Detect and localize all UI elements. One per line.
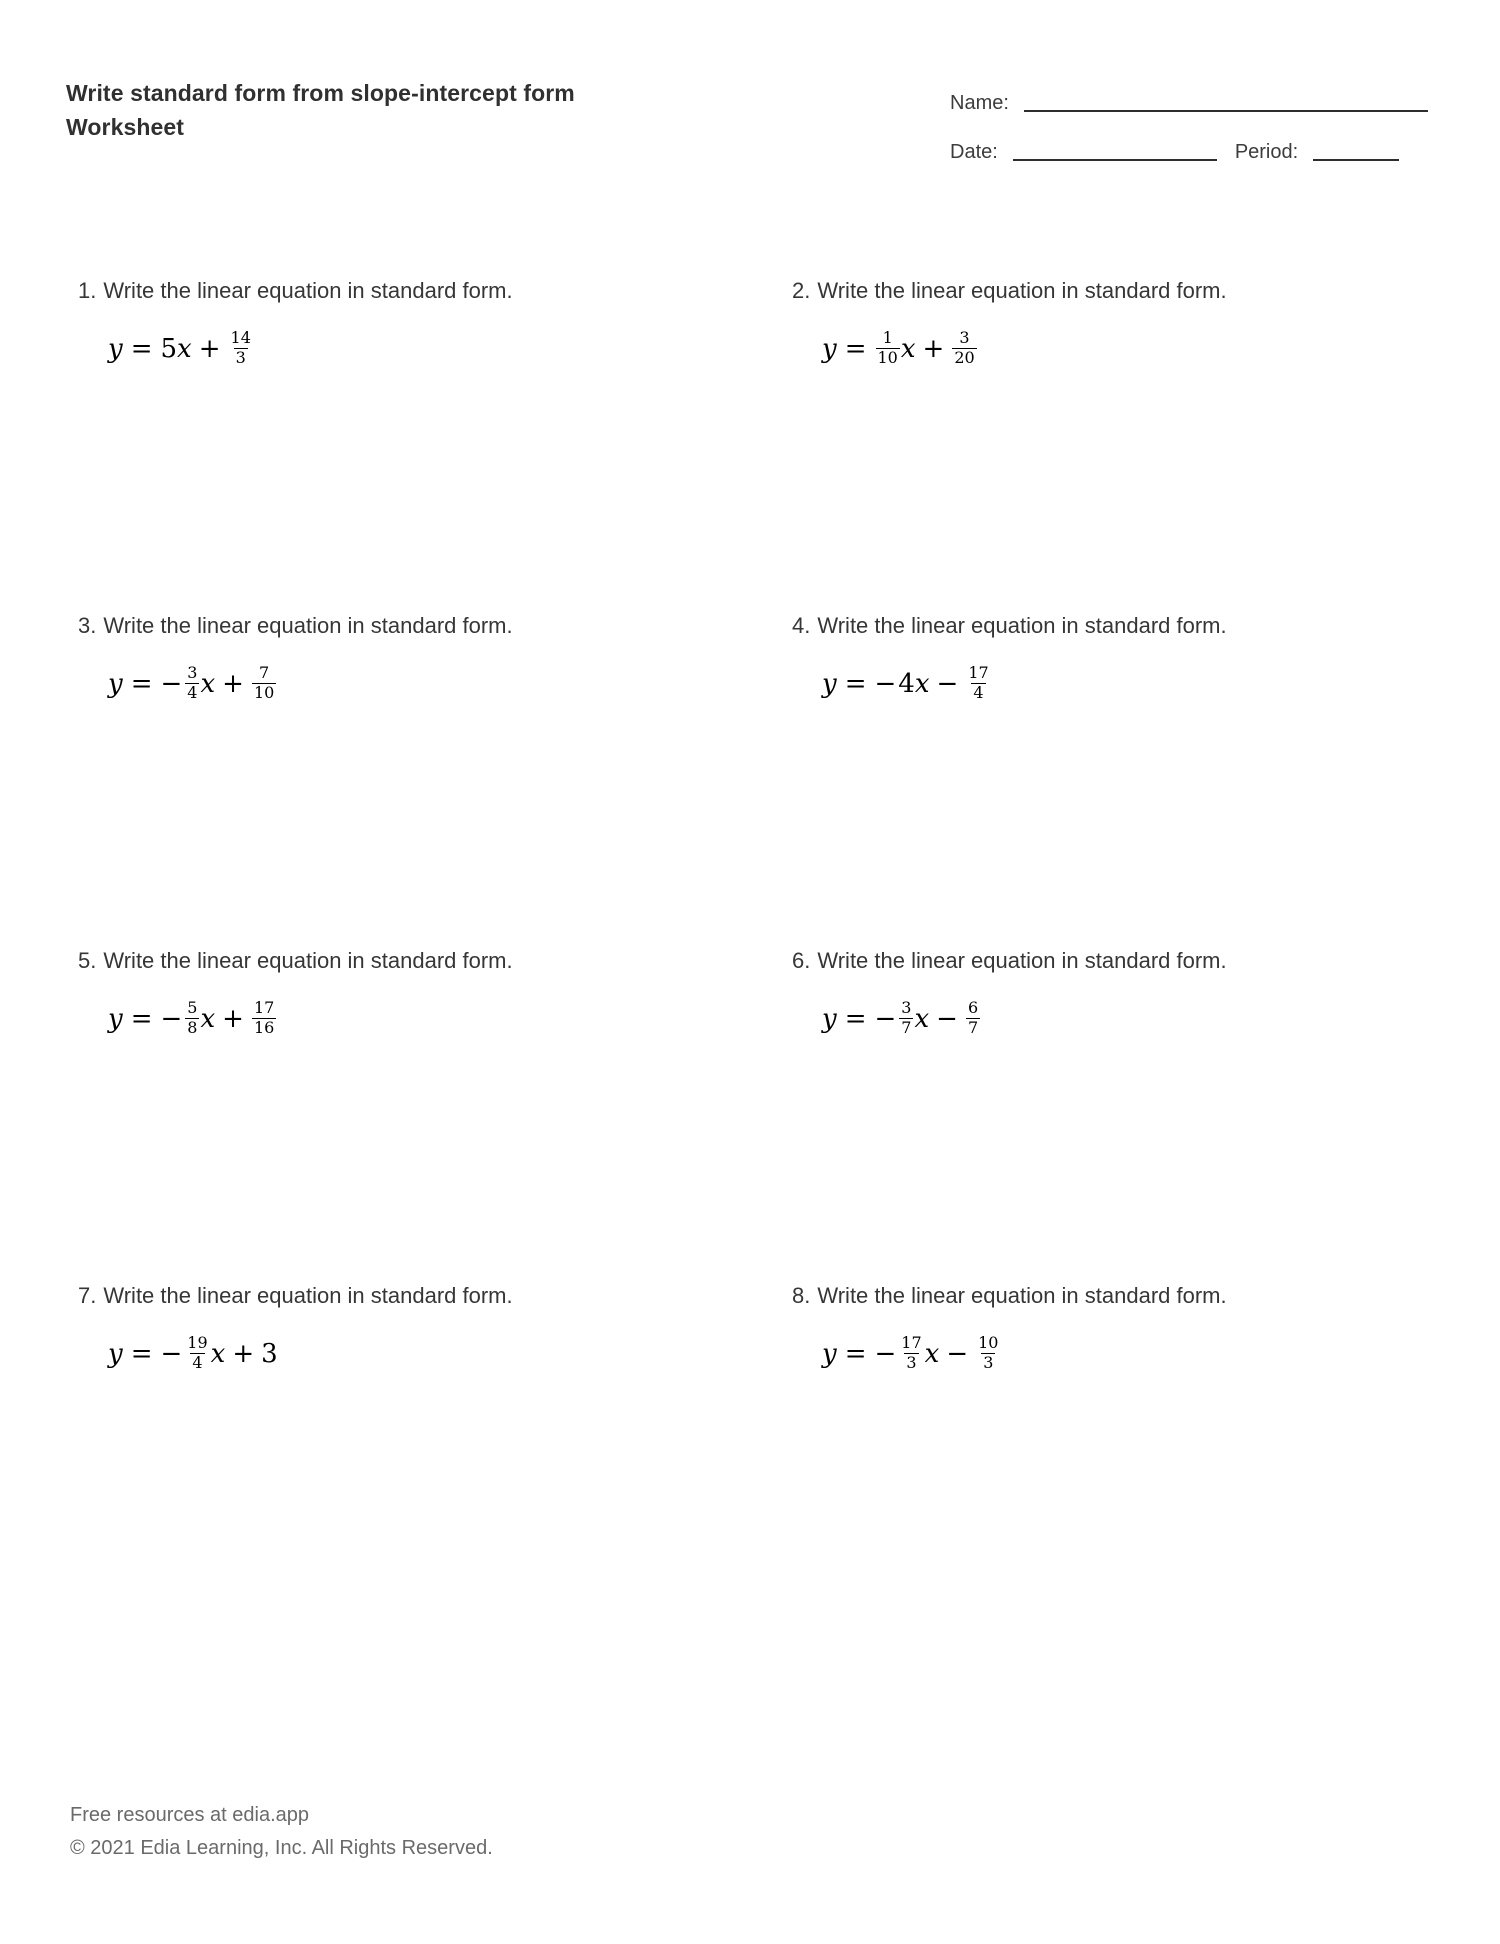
math-operator: + xyxy=(922,334,945,364)
fraction-denominator: 16 xyxy=(253,1017,275,1037)
fraction-numerator: 17 xyxy=(901,1333,922,1353)
fraction-numerator: 17 xyxy=(253,998,275,1018)
problem-number: 7. xyxy=(78,1283,97,1308)
math-variable: x xyxy=(900,334,916,364)
student-info-fields xyxy=(950,76,1428,188)
problem-equation xyxy=(108,326,720,372)
problem-number: 2. xyxy=(792,278,811,303)
math-equals-sign: = xyxy=(844,669,867,699)
problem-equation xyxy=(822,1331,1434,1377)
footer-copyright-text: © 2021 Edia Learning, Inc. All Rights Reserved. xyxy=(70,1837,493,1859)
problem-number: 3. xyxy=(78,613,97,638)
problem-item xyxy=(66,276,720,611)
fraction-denominator: 4 xyxy=(973,682,984,702)
problem-equation xyxy=(822,996,1434,1042)
fraction-numerator: 1 xyxy=(882,328,893,348)
math-variable: y xyxy=(108,1339,123,1369)
problem-prompt-line xyxy=(792,611,1434,641)
math-equals-sign: = xyxy=(844,1339,867,1369)
problem-item xyxy=(780,611,1434,946)
problem-prompt: Write the linear equation in standard form. xyxy=(103,948,513,973)
math-fraction xyxy=(899,999,913,1037)
math-variable: x xyxy=(210,1339,226,1369)
footer-resources-text: Free resources at edia.app xyxy=(70,1804,310,1826)
math-operator: − xyxy=(936,1004,958,1034)
worksheet-title xyxy=(66,76,575,144)
math-fraction xyxy=(185,999,199,1037)
name-blank-line xyxy=(1024,109,1428,112)
problem-prompt: Write the linear equation in standard form. xyxy=(817,278,1227,303)
name-label: Name: xyxy=(950,92,1009,114)
period-label: Period: xyxy=(1234,141,1299,163)
math-negative-sign: − xyxy=(874,1004,897,1034)
worksheet-footer xyxy=(70,1799,493,1865)
math-fraction xyxy=(876,329,900,367)
problem-item xyxy=(66,946,720,1281)
date-period-row xyxy=(950,139,1428,166)
fraction-numerator: 3 xyxy=(187,663,198,683)
fraction-denominator: 4 xyxy=(187,682,198,702)
math-operator: − xyxy=(946,1339,969,1369)
fraction-numerator: 6 xyxy=(967,998,979,1018)
math-equals-sign: = xyxy=(130,1004,153,1034)
math-negative-sign: − xyxy=(160,1004,183,1034)
fraction-denominator: 10 xyxy=(877,347,898,367)
problem-item xyxy=(66,1281,720,1616)
math-negative-sign: − xyxy=(160,669,183,699)
title-line-1: Write standard form from slope-intercept form xyxy=(66,80,575,106)
math-variable: y xyxy=(822,669,837,699)
math-operator: + xyxy=(222,1004,244,1034)
date-blank-line xyxy=(1013,158,1217,161)
problem-prompt: Write the linear equation in standard form. xyxy=(103,613,513,638)
problem-prompt: Write the linear equation in standard form. xyxy=(817,948,1227,973)
fraction-denominator: 8 xyxy=(187,1017,198,1037)
math-fraction xyxy=(899,1334,923,1372)
math-variable: y xyxy=(108,669,123,699)
fraction-numerator: 7 xyxy=(259,663,270,683)
problem-prompt-line xyxy=(78,1281,720,1311)
fraction-denominator: 4 xyxy=(192,1352,203,1372)
worksheet-header xyxy=(66,76,1428,188)
fraction-numerator: 17 xyxy=(968,663,989,683)
fraction-denominator: 3 xyxy=(235,347,246,367)
fraction-numerator: 10 xyxy=(978,1333,999,1353)
fraction-denominator: 3 xyxy=(983,1352,994,1372)
math-equals-sign: = xyxy=(844,1004,867,1034)
math-variable: y xyxy=(822,1004,837,1034)
problem-equation xyxy=(108,661,720,707)
fraction-denominator: 10 xyxy=(253,682,275,702)
math-operator: + xyxy=(198,334,221,364)
math-number: 3 xyxy=(261,1339,278,1369)
problem-prompt: Write the linear equation in standard form. xyxy=(103,278,513,303)
problem-item xyxy=(780,946,1434,1281)
math-equals-sign: = xyxy=(130,1339,153,1369)
math-negative-sign: − xyxy=(874,1339,897,1369)
title-line-2: Worksheet xyxy=(66,114,185,140)
math-variable: y xyxy=(108,1004,123,1034)
fraction-denominator: 7 xyxy=(967,1017,979,1037)
problem-number: 5. xyxy=(78,948,97,973)
math-number: 4 xyxy=(898,669,915,699)
math-variable: x xyxy=(177,334,192,364)
math-fraction xyxy=(952,329,976,367)
problem-prompt: Write the linear equation in standard form. xyxy=(817,1283,1227,1308)
problem-item xyxy=(780,1281,1434,1616)
problem-prompt-line xyxy=(78,276,720,306)
problem-prompt: Write the linear equation in standard form. xyxy=(817,613,1227,638)
fraction-denominator: 20 xyxy=(954,347,975,367)
problem-equation xyxy=(822,326,1434,372)
math-variable: x xyxy=(924,1339,940,1369)
problem-prompt-line xyxy=(792,276,1434,306)
math-variable: y xyxy=(822,1339,837,1369)
fraction-numerator: 19 xyxy=(187,1333,208,1353)
math-equals-sign: = xyxy=(130,334,153,364)
math-equals-sign: = xyxy=(130,669,153,699)
problem-item xyxy=(780,276,1434,611)
date-label: Date: xyxy=(950,141,998,163)
math-fraction xyxy=(185,664,199,702)
problem-equation xyxy=(822,661,1434,707)
math-number: 5 xyxy=(160,334,178,364)
problem-number: 4. xyxy=(792,613,811,638)
problem-prompt-line xyxy=(792,946,1434,976)
math-fraction xyxy=(966,999,980,1037)
problems-grid xyxy=(66,276,1434,1616)
math-variable: x xyxy=(200,1004,216,1034)
math-fraction xyxy=(966,664,990,702)
problem-prompt-line xyxy=(78,946,720,976)
math-variable: y xyxy=(822,334,837,364)
math-fraction xyxy=(976,1334,1000,1372)
problem-equation xyxy=(108,996,720,1042)
math-fraction xyxy=(229,329,253,367)
problem-item xyxy=(66,611,720,946)
math-variable: x xyxy=(914,1004,930,1034)
problem-prompt-line xyxy=(792,1281,1434,1311)
problem-prompt: Write the linear equation in standard form. xyxy=(103,1283,513,1308)
problem-prompt-line xyxy=(78,611,720,641)
problem-equation xyxy=(108,1331,720,1377)
name-row xyxy=(950,90,1428,117)
math-operator: + xyxy=(232,1339,255,1369)
math-fraction xyxy=(252,664,276,702)
problem-number: 1. xyxy=(78,278,97,303)
math-equals-sign: = xyxy=(844,334,867,364)
fraction-numerator: 5 xyxy=(187,998,198,1018)
math-operator: + xyxy=(222,669,244,699)
math-negative-sign: − xyxy=(874,669,897,699)
problem-number: 8. xyxy=(792,1283,811,1308)
period-blank-line xyxy=(1313,158,1399,161)
problem-number: 6. xyxy=(792,948,811,973)
math-variable: y xyxy=(108,334,123,364)
fraction-denominator: 3 xyxy=(906,1352,917,1372)
math-variable: x xyxy=(200,669,216,699)
math-variable: x xyxy=(914,669,930,699)
fraction-numerator: 14 xyxy=(230,328,251,348)
math-negative-sign: − xyxy=(160,1339,183,1369)
math-fraction xyxy=(185,1334,209,1372)
math-fraction xyxy=(252,999,276,1037)
math-operator: − xyxy=(936,669,959,699)
fraction-denominator: 7 xyxy=(901,1017,912,1037)
fraction-numerator: 3 xyxy=(901,998,912,1018)
fraction-numerator: 3 xyxy=(959,328,970,348)
